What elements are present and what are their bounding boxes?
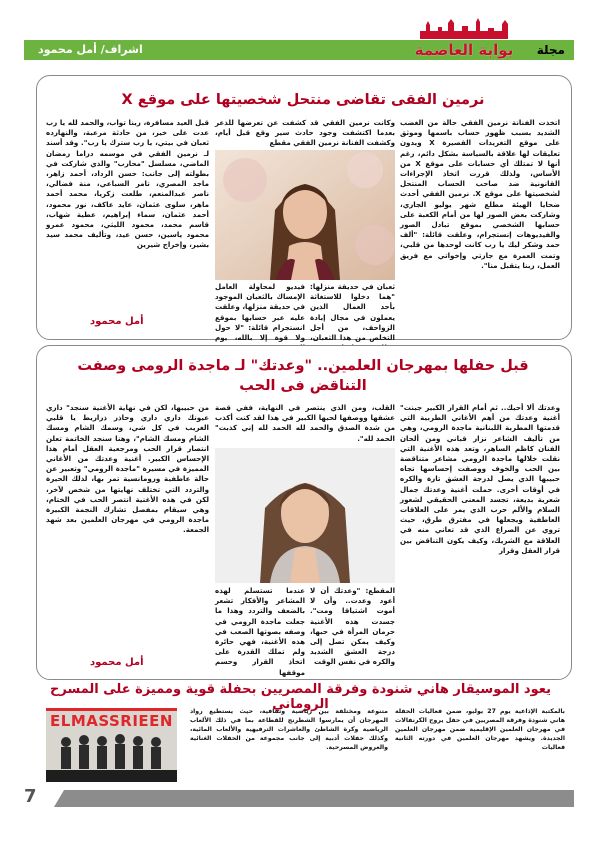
article-1-title: نرمين الفقى تقاضى منتحل شخصيتها على موقع X bbox=[121, 92, 485, 108]
poster-title: ELMASSRIEEN bbox=[50, 712, 173, 730]
article-1-column-middle-bottom-left: فيديو لمحاولة العامل الإمساك بالثعبان الموجود في حديقة منزلها، وعلقت عليه عبر حسابها بموقع انستجرام قائلة: "لا حول ولا قوة إلا بالله، يوم bbox=[215, 282, 305, 343]
article-2-column-left: من حبيبها، لكن في نهاية الأغنية سنجد" داري عيونك داري داري وحاذر ذراريط يا قلبي الغريب في كل شي، وسمك الشام ومسك الشام ومسك الشام"، وهنا سنجد الخاتمة تعلن انتصار قرار الحب ومرجعية العقل أمام هذا الإحساس الكبير. أغنية وعدتك من الأغاني المميزة في مسيرة "ماجدة الرومي" وتعبير عن حالة عاطفية ورومانسية تمر بها، لذلك الحيرة والتردد التي تختلف نهايتها من شخص لآخر، لكن في هذه الأغنية انتصر الحب في الختام، وهي سيقام بمفصل تشارك النجمة الكبيرة ماجدة الرومي في مهرجان العلمين بعد شهد الجمعة. bbox=[46, 403, 209, 535]
article-2-column-middle-bottom-right: المقطع: "وعدتك أن لا أعود وعدت.. وأن لا أموت اشتياقا ومت". جسدت هذه الأغنية حرمان المرأة في حبها، وكيف يمكن تصل إلى درجة العشق الشديد والكره في نفس الوقت bbox=[310, 586, 395, 667]
article-1-column-left: قبل العيد مسافرة، ربنا تواب، والحمد لله يا رب عدت على خير، من حادثة مرعبة، والنهارده ثعبان في بيتي، يا رب سترك يا رب". وقد أسند لـ نرمين الفقي في موسمه دراما رمضان الماضي، مسلسل "محارب" والذي شاركت في بطولته إلى جانب: حسن الرداد، أحمد زاهر، ماجد المصري، تامر السباعي، منة فضالي، ناصر عبدالمنعم، طلعت زكريا، محمد أحمد ماهر، سلوى عثمان، عايد عاكف، نور محمود، أحمد عثمان، سماء إبراهيم، عطية شهاب، قاسم محمد، محمود الليثي، محمود عمرو محمود ياسين، حسن عيد، وتأليف محمد سيد بشير، وإخراج شيرين bbox=[46, 118, 209, 250]
supervisor-credit: اشراف/ أمل محمود bbox=[38, 43, 143, 56]
page-number: 7 bbox=[24, 786, 37, 807]
article-2-title-line-2: التناقض فى الحب bbox=[239, 378, 367, 394]
article-2-photo bbox=[215, 448, 395, 583]
article-3-column-left: متنوعة ومختلفة بين رياضية وثقافية، حيث يستطيع رواد المهرجان أن يمارسوا الشطرنج للقطاعة بما في ذلك الألعاب الرياضية وكرة الشاطئ والعاشرات الترفيهية والألعاب المائية، وكذلك حفلات أدبية إلى جانب مجموعة من الحفلات الغنائية والعروض المسرحية. bbox=[190, 708, 388, 751]
article-1-photo bbox=[215, 150, 395, 280]
article-2-column-middle-bottom-left: عندما تستسلم لهذه المشاعر والأفكار تشعر بالضعف والتردد وهذا ما جعلت ماجدة الرومي في وصفه بصوتها الصعب في هذه الأغنية، فهي حائرة ولم تملك القدرة على اتخاذ القرار وحسم موقفها bbox=[215, 586, 305, 677]
footer-band bbox=[24, 790, 574, 807]
concert-poster bbox=[46, 708, 177, 782]
skyline-icon bbox=[418, 17, 510, 39]
article-1-column-middle-bottom-right: ثعبان في حديقة منزلها: "هما دخلوا للاستغاثة بأحد العمال الذين يعملون في مجال إبادة الزواحف، من أجل التخلص من هذا الثعبان، bbox=[310, 282, 395, 343]
article-1-column-middle-top: وكانت نرمين الفقي قد كشفت عن تعرضها للذعر بعدما اكتشفت وجود حادث سير وقع قبل أيام، وكشفت الفنانة نرمين الفقي مقطع bbox=[215, 118, 395, 148]
article-1-column-right: اتخذت الفنانة نرمين الفقي حالة من الغضب الشديد بسبب ظهور حساب باسمها وموثق على موقع التغريدات القصيرة X ويدون تعليقات لها علاقة بالسياسة بشكل دائم، رغم أنها لا تمتلك أي حسابات على موقع X من الأساس، ولذلك قررت اتخاذ الإجراءات القانونية ضد صاحب الحساب المنتحل لشخصيتها على موقع X. نرمين الفقي أحدث ضحايا الهيئة مطلع شهر يوليو الجاري، وشاركت بعض الصور لها من أمام الكعبة على حسابها الشخصي بموقع تبادل الصور والفيديوهات إنستجرام، وعلقت قائلة: "ألف حمد وشكر ليك يا رب كانت لوحدها من قلبي، وتمت العمرة مع جارتي وإخواتي مع فريق العمل، ربنا يتقبل منا". bbox=[400, 118, 561, 270]
magazine-label: مجلة bbox=[536, 43, 565, 57]
article-3-column-right: بالمكتبة الإذاعية يوم 27 يوليو، ضمن فعاليات الحفلة هاني شنودة وفرقة المصريين في حفل يروج الكرنفالات في مهرجان العلمين الإقليمية ضمن مهرجان العلمين الجديدة. ويشهد مهرجان العلمين في دورته الثانية فعاليات bbox=[395, 708, 565, 751]
site-logo bbox=[412, 17, 516, 59]
article-2-title-line-1: قبل حفلها بمهرجان العلمين.. "وعدتك" لـ ماجدة الرومى وصفت bbox=[77, 358, 529, 374]
article-2-column-right: وعدتك ألا أحبك.. ثم أمام القرار الكبير جبنت" أغنية وعدتك من أهم الأغاني الطربية التي قدمتها المطربة اللبنانية ماجدة الرومي، وهي من تأليف الشاعر نزار قباني ومن ألحان الفنان كاظم الساهر، وتعد هذه الأغنية التي نقلت خلالها ماجدة الرومي مشاعر متناقضة بين الحب والخوف ووصفت إحساسها تجاه حبيبها الذي يصل لدرجة العشق تارة والكره في أوقات أخرى. حملت أغنية وعدتك جمال شعرية بديعة، تجسد المعنى الحقيقي لشعور السلام والألم حرب الذي يمر على العلاقات العاطفية ويجعلها في مفترق طرق، حيث تروي عن الصراع الذي قد تعاني منه في العلاقة مع الشريك، وكيف يكون التناقض بين قرار العقل وقرار bbox=[400, 403, 560, 555]
logo-text: بوابة العاصمة bbox=[414, 41, 514, 59]
article-2-signature: أمل محمود bbox=[90, 657, 144, 668]
article-1-signature: أمل محمود bbox=[90, 316, 144, 327]
article-2-column-middle-top: القلب، ومن الذي ينتصر في النهاية، ففي قصة عشقها ووصفها لحبها الكبير في هذا لقد كنت أكذب من شدة الصدق والحمد لله الحمد لله إني كذبت" الحمد لله". bbox=[215, 403, 395, 443]
article-3-title: يعود الموسيقار هاني شنودة وفرقة المصريين بحفلة قوية ومميزة على المسرح الروماني bbox=[50, 682, 551, 712]
